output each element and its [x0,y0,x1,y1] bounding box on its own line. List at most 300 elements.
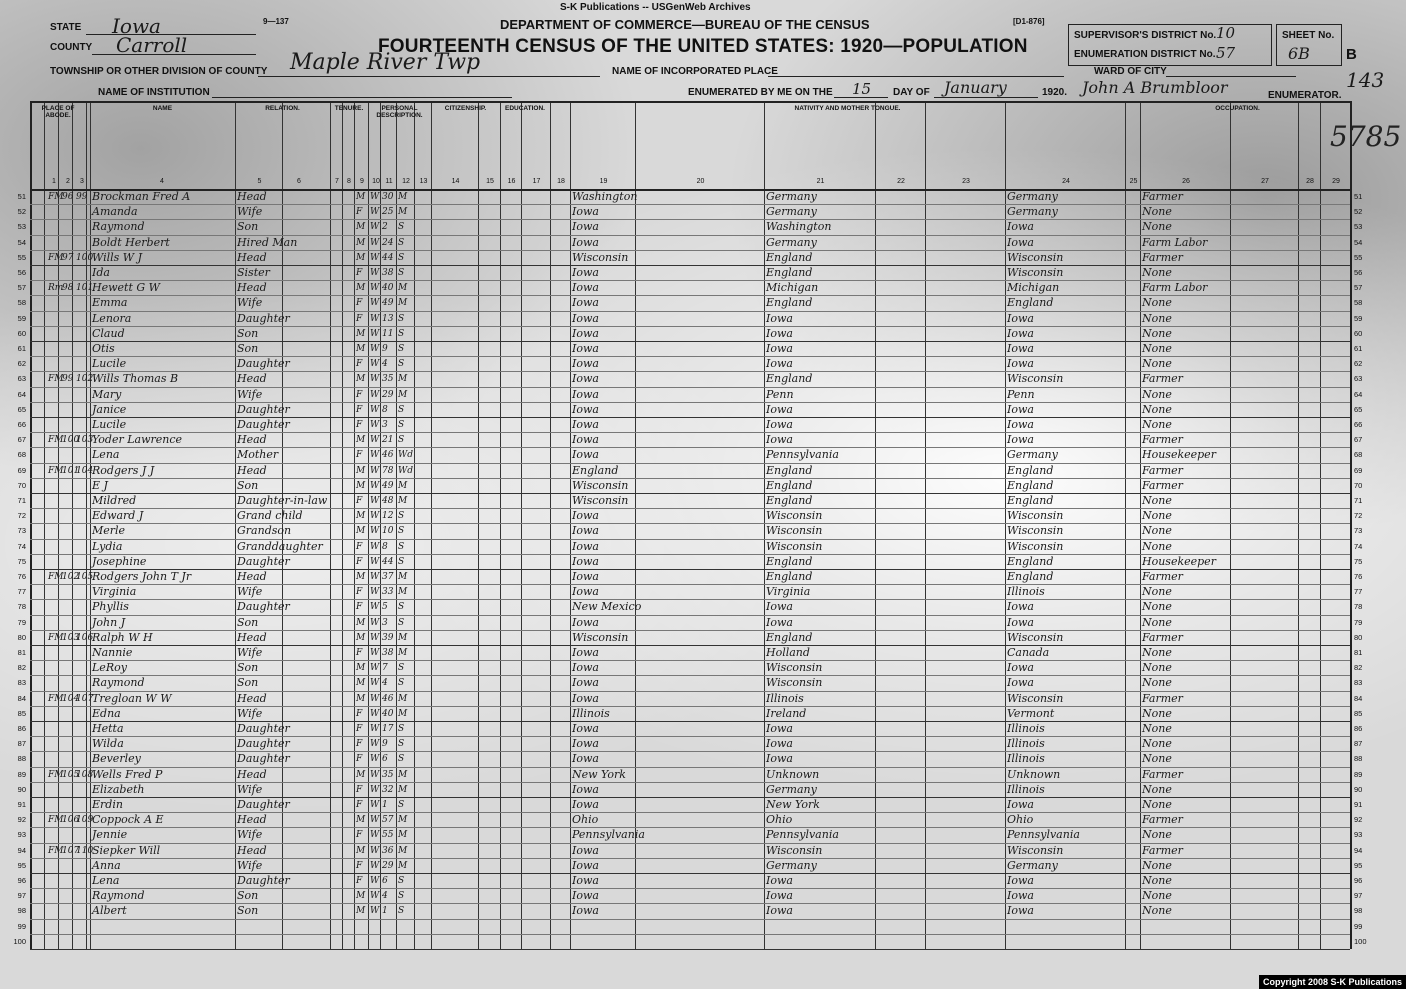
birthplace-cell: England [572,463,619,477]
occupation-cell: Farmer [1142,843,1183,857]
birthplace-cell: Iowa [572,676,599,690]
age-cell: 9 [382,739,388,750]
father-birthplace-cell: Washington [766,220,832,234]
line-number: 65 [17,404,26,414]
name-cell: Hetta [92,722,124,735]
age-cell: 44 [382,252,394,263]
occupation-cell: Farmer [1142,767,1183,781]
relation-cell: Mother [237,448,279,462]
birthplace-cell: Iowa [572,554,599,568]
sex-cell: F [356,389,363,400]
dwelling-cell: 107 [62,845,80,856]
birthplace-cell: Iowa [572,266,599,279]
month-line [934,97,1038,98]
father-birthplace-cell: Pennsylvania [766,828,839,842]
line-number-right: 92 [1354,815,1363,825]
mother-birthplace-cell: Illinois [1007,782,1045,796]
grid-column-rule [44,101,45,949]
column-number: 15 [486,178,494,185]
column-number: 10 [372,178,380,185]
abode-cell: FM [48,769,64,780]
name-cell: Amanda [92,205,138,219]
relation-cell: Grand child [237,509,303,523]
age-cell: 11 [382,328,394,339]
line-number-right: 62 [1354,359,1363,369]
sex-cell: F [356,800,363,810]
line-number-right: 53 [1354,222,1363,232]
mother-birthplace-cell: Iowa [1007,402,1034,416]
line-number: 97 [17,891,26,901]
mother-birthplace-cell: Iowa [1007,220,1034,234]
occupation-cell: None [1142,387,1172,401]
name-cell: Lena [92,874,120,887]
father-birthplace-cell: Iowa [766,874,793,887]
race-cell: W [370,526,380,537]
name-cell: Janice [92,402,127,416]
abode-cell: FM [48,192,64,202]
father-birthplace-cell: England [766,554,813,568]
birthplace-cell: New York [572,767,626,781]
enumerator-name: John A Brumbloor [1082,78,1228,97]
father-birthplace-cell: Unknown [766,767,820,781]
line-number-right: 88 [1354,754,1363,764]
age-cell: 55 [382,830,394,841]
name-cell: Tregloan W W [92,691,172,705]
day-of-label: DAY OF [893,87,930,98]
sex-cell: M [356,465,366,476]
occupation-cell: None [1142,858,1172,872]
marital-cell: S [398,876,405,886]
age-cell: 40 [382,283,394,294]
race-cell: W [370,769,380,780]
birthplace-cell: Iowa [572,509,599,523]
line-number: 69 [17,465,26,475]
relation-cell: Wife [237,387,263,401]
sex-cell: F [356,876,363,886]
age-cell: 21 [382,435,394,446]
family-cell: 102 [76,374,94,385]
father-birthplace-cell: New York [766,798,820,811]
name-cell: Raymond [92,676,145,690]
line-number: 76 [17,572,26,581]
occupation-cell: None [1142,220,1172,234]
column-number: 8 [347,178,351,185]
line-number-right: 68 [1354,450,1363,460]
father-birthplace-cell: Iowa [766,326,793,340]
relation-cell: Daughter [237,722,290,735]
age-cell: 57 [382,815,394,826]
father-birthplace-cell: Germany [766,190,817,203]
occupation-cell: None [1142,494,1172,507]
mother-birthplace-cell: Wisconsin [1007,509,1064,523]
line-number: 67 [17,435,26,445]
column-number: 22 [897,178,905,185]
name-cell: Elizabeth [92,782,145,796]
relation-cell: Wife [237,296,263,310]
line-number: 68 [17,450,26,460]
father-birthplace-cell: Wisconsin [766,661,823,675]
marital-cell: M [398,207,408,218]
relation-cell: Wife [237,782,263,796]
age-cell: 46 [382,450,394,461]
line-number-right: 51 [1354,192,1363,201]
line-number-right: 95 [1354,860,1363,870]
marital-cell: S [398,268,405,278]
grid-column-rule [1125,101,1126,949]
column-number: 20 [696,178,705,185]
occupation-cell: Farmer [1142,478,1183,492]
relation-cell: Head [237,250,267,264]
sex-cell: F [356,587,363,598]
marital-cell: S [398,556,405,567]
birthplace-cell: Iowa [572,585,599,599]
incorporated-line [768,76,1064,77]
occupation-cell: Farmer [1142,570,1183,583]
column-number: 12 [402,178,410,185]
county-label: COUNTY [50,42,93,53]
birthplace-cell: Wisconsin [572,250,629,264]
marital-cell: S [398,617,405,628]
birthplace-cell: Iowa [572,874,599,887]
mother-birthplace-cell: Wisconsin [1007,843,1064,857]
relation-cell: Wife [237,828,263,842]
mother-birthplace-cell: Iowa [1007,311,1034,325]
relation-cell: Head [237,767,267,781]
birthplace-cell: Iowa [572,737,599,751]
race-cell: W [370,708,380,719]
line-number: 87 [17,739,26,749]
mother-birthplace-cell: England [1007,296,1054,310]
sex-cell: M [356,906,366,917]
census-title: FOURTEENTH CENSUS OF THE UNITED STATES: 1920—POPULATION [378,36,1028,57]
family-cell: 101 [76,283,94,294]
sex-cell: M [356,815,366,826]
father-birthplace-cell: England [766,250,813,264]
relation-cell: Son [237,661,259,675]
abode-cell: FM [48,815,64,826]
age-cell: 5 [382,602,388,613]
birthplace-cell: Iowa [572,357,599,371]
abode-cell: FM [48,845,64,856]
grid-column-rule [354,101,355,949]
mother-birthplace-cell: Ohio [1007,813,1034,827]
enumeration-district-label: ENUMERATION DISTRICT No. [1074,49,1216,60]
marital-cell: M [398,769,408,780]
line-number-right: 70 [1354,480,1363,490]
relation-cell: Hired Man [237,235,298,249]
father-birthplace-cell: Iowa [766,737,793,751]
age-cell: 46 [382,693,394,704]
race-cell: W [370,252,380,263]
name-cell: Rodgers J J [92,463,155,477]
name-cell: Mildred [92,494,137,507]
occupation-cell: None [1142,205,1172,219]
age-cell: 39 [382,632,394,643]
father-birthplace-cell: Wisconsin [766,539,823,553]
line-number-right: 80 [1354,632,1363,642]
line-number: 78 [17,602,26,612]
mother-birthplace-cell: Germany [1007,858,1058,872]
marital-cell: M [398,298,408,309]
form-id: [D1-876] [1013,17,1045,26]
abode-cell: FM [48,252,64,263]
line-number-right: 56 [1354,268,1363,277]
father-birthplace-cell: Iowa [766,722,793,735]
grid-column-rule [1320,101,1321,949]
mother-birthplace-cell: Illinois [1007,722,1045,735]
name-cell: Albert [92,904,127,918]
grid-column-rule [570,101,571,949]
age-cell: 36 [382,845,394,856]
line-number-right: 81 [1354,648,1363,657]
line-number-right: 94 [1354,845,1363,855]
mother-birthplace-cell: Wisconsin [1007,630,1064,644]
name-cell: Siepker Will [92,843,161,857]
column-group-label: NAME [152,105,173,112]
enumeration-day: 15 [852,80,872,98]
relation-cell: Head [237,281,267,295]
line-number: 73 [17,526,26,536]
column-group-label: RELATION. [265,105,300,112]
relation-cell: Head [237,691,267,705]
column-number: 11 [385,178,393,185]
race-cell: W [370,389,380,400]
age-cell: 24 [382,237,394,248]
line-number: 80 [17,632,26,642]
age-cell: 37 [382,572,394,582]
family-cell: 106 [76,632,94,643]
line-number: 82 [17,663,26,673]
line-number-right: 79 [1354,617,1363,627]
marital-cell: M [398,192,408,202]
age-cell: 30 [382,192,394,202]
name-cell: Phyllis [92,600,129,614]
mother-birthplace-cell: Wisconsin [1007,539,1064,553]
mother-birthplace-cell: Iowa [1007,600,1034,614]
sex-cell: M [356,632,366,643]
sex-cell: M [356,222,366,233]
birthplace-cell: Wisconsin [572,630,629,644]
line-number-right: 77 [1354,587,1363,597]
family-cell: 110 [76,845,94,856]
race-cell: W [370,374,380,385]
occupation-cell: Farmer [1142,372,1183,386]
line-number-right: 98 [1354,906,1363,916]
line-number: 55 [17,252,26,262]
birthplace-cell: Iowa [572,281,599,295]
column-number: 3 [80,178,84,185]
grid-column-rule [521,101,522,949]
relation-cell: Head [237,570,267,583]
race-cell: W [370,328,380,339]
marital-cell: S [398,739,405,750]
race-cell: W [370,860,380,871]
marital-cell: S [398,420,405,430]
marital-cell: S [398,891,405,902]
race-cell: W [370,891,380,902]
line-number: 77 [17,587,26,597]
occupation-cell: Farmer [1142,433,1183,447]
father-birthplace-cell: Wisconsin [766,843,823,857]
family-cell: 99 [76,192,88,202]
relation-cell: Head [237,630,267,644]
mother-birthplace-cell: England [1007,478,1054,492]
line-number: 81 [17,648,26,657]
column-number: 24 [1062,178,1070,185]
grid-column-rule [635,101,636,949]
race-cell: W [370,541,380,552]
line-number: 86 [17,724,26,733]
line-number-right: 75 [1354,556,1363,566]
column-group-label: EDUCATION. [505,105,545,112]
mother-birthplace-cell: Michigan [1007,281,1060,295]
race-cell: W [370,587,380,598]
line-number: 92 [17,815,26,825]
sex-cell: F [356,450,363,461]
sex-cell: M [356,617,366,628]
father-birthplace-cell: Wisconsin [766,676,823,690]
birthplace-cell: Iowa [572,402,599,416]
marital-cell: S [398,663,405,674]
marital-cell: M [398,587,408,598]
relation-cell: Son [237,889,259,903]
marital-cell: M [398,830,408,841]
father-birthplace-cell: Iowa [766,615,793,629]
birthplace-cell: Iowa [572,539,599,553]
father-birthplace-cell: Iowa [766,342,793,355]
father-birthplace-cell: Wisconsin [766,524,823,538]
birthplace-cell: Iowa [572,311,599,325]
occupation-cell: None [1142,874,1172,887]
age-cell: 9 [382,344,388,354]
father-birthplace-cell: Pennsylvania [766,448,839,462]
marital-cell: S [398,404,405,415]
race-cell: W [370,359,380,370]
mother-birthplace-cell: Vermont [1007,706,1055,720]
sex-cell: M [356,693,366,704]
mother-birthplace-cell: Iowa [1007,418,1034,431]
occupation-cell: None [1142,296,1172,310]
age-cell: 49 [382,298,394,309]
grid-column-rule [235,101,236,949]
line-number-right: 61 [1354,344,1363,353]
sex-cell: F [356,708,363,719]
sex-cell: F [356,860,363,871]
birthplace-cell: Iowa [572,843,599,857]
line-number-right: 76 [1354,572,1363,581]
race-cell: W [370,617,380,628]
mother-birthplace-cell: Canada [1007,646,1050,659]
sex-cell: M [356,435,366,446]
age-cell: 33 [382,587,394,598]
line-number: 66 [17,420,26,429]
marital-cell: S [398,511,405,522]
column-number: 26 [1182,178,1190,185]
mother-birthplace-cell: Wisconsin [1007,266,1064,279]
name-cell: Claud [92,326,125,340]
race-cell: W [370,556,380,567]
line-number-right: 96 [1354,876,1363,885]
line-number-right: 69 [1354,465,1363,475]
race-cell: W [370,724,380,734]
father-birthplace-cell: Iowa [766,402,793,416]
sex-cell: F [356,404,363,415]
relation-cell: Son [237,220,259,234]
column-group-label: PERSONAL DESCRIPTION. [376,105,423,119]
line-number: 96 [17,876,26,885]
race-cell: W [370,784,380,795]
line-number-right: 90 [1354,784,1363,794]
birthplace-cell: Iowa [572,858,599,872]
race-cell: W [370,404,380,415]
line-number: 59 [17,313,26,323]
line-number: 90 [17,784,26,794]
marital-cell: S [398,435,405,446]
name-cell: Anna [92,858,121,872]
race-cell: W [370,693,380,704]
relation-cell: Son [237,478,259,492]
relation-cell: Daughter [237,600,290,614]
race-cell: W [370,602,380,613]
sex-cell: M [356,572,366,582]
sex-cell: F [356,830,363,841]
abode-cell: FM [48,693,64,704]
column-number: 14 [451,178,460,185]
column-number: 17 [532,178,541,185]
grid-column-rule [764,101,765,949]
mother-birthplace-cell: Illinois [1007,585,1045,599]
name-cell: Ralph W H [92,630,153,644]
relation-cell: Wife [237,646,263,659]
relation-cell: Daughter-in-law [237,494,328,507]
sex-cell: F [356,724,363,734]
father-birthplace-cell: Iowa [766,600,793,614]
birthplace-cell: Iowa [572,220,599,234]
mother-birthplace-cell: Iowa [1007,904,1034,918]
occupation-cell: Farm Labor [1142,235,1208,249]
race-cell: W [370,906,380,917]
occupation-cell: None [1142,326,1172,340]
occupation-cell: None [1142,889,1172,903]
column-number: 1 [52,178,56,185]
relation-cell: Son [237,342,259,355]
name-cell: E J [92,478,108,492]
name-cell: Otis [92,342,115,355]
sex-cell: F [356,754,363,765]
age-cell: 3 [382,420,388,430]
line-number-right: 55 [1354,252,1363,262]
age-cell: 17 [382,724,394,734]
abode-cell: Rm [48,283,64,294]
occupation-cell: None [1142,357,1172,371]
enumeration-month: January [944,78,1007,97]
age-cell: 25 [382,207,394,218]
column-number: 25 [1129,178,1138,185]
sex-cell: F [356,420,363,430]
birthplace-cell: Iowa [572,524,599,538]
name-cell: Virginia [92,585,137,599]
birthplace-cell: Iowa [572,646,599,659]
enumerator-label: ENUMERATOR. [1268,90,1342,101]
name-cell: Josephine [92,554,147,568]
column-number: 4 [160,178,164,185]
department-title: DEPARTMENT OF COMMERCE—BUREAU OF THE CENSUS [500,17,870,32]
sex-cell: M [356,769,366,780]
race-cell: W [370,298,380,309]
race-cell: W [370,465,380,476]
abode-cell: FM [48,374,64,385]
race-cell: W [370,678,380,689]
